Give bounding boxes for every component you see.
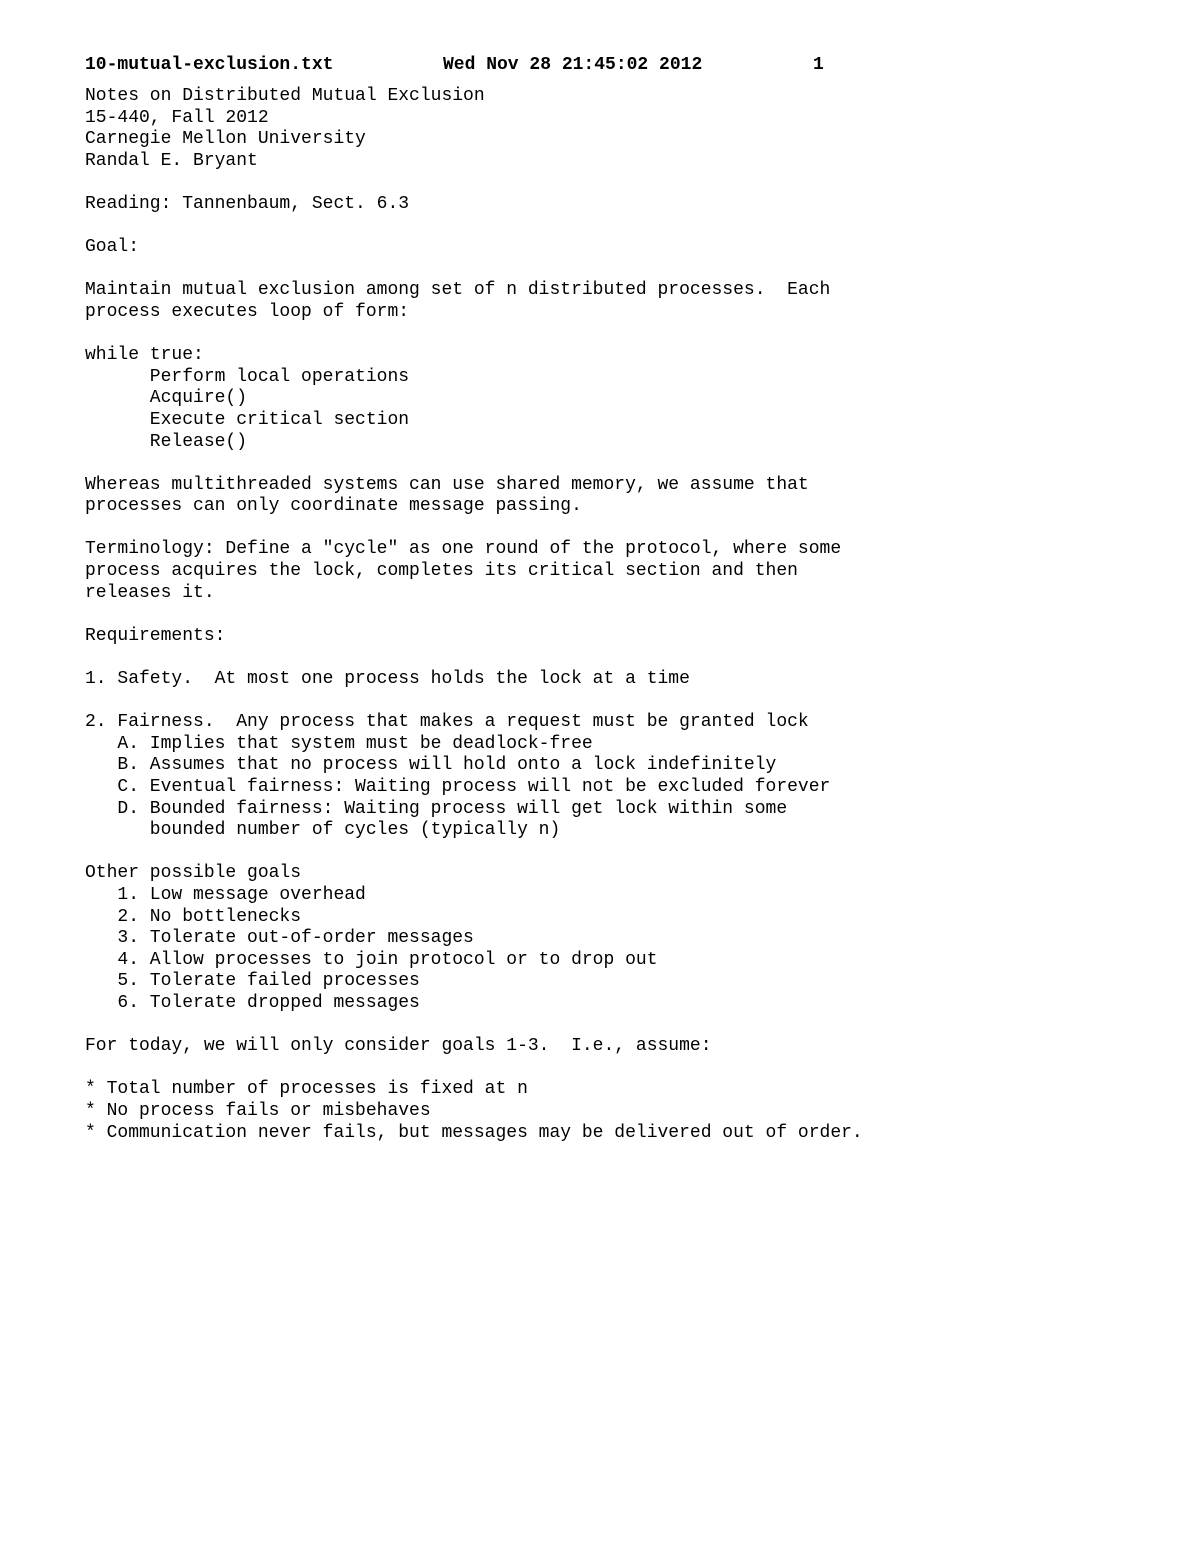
text-line: 5. Tolerate failed processes bbox=[85, 971, 420, 992]
text-line: 4. Allow processes to join protocol or to drop out bbox=[85, 949, 658, 970]
text-line: * Communication never fails, but messages may be delivered out of order. bbox=[85, 1122, 863, 1143]
header-page-number: 1 bbox=[813, 55, 824, 75]
text-line: Goal: bbox=[85, 237, 140, 258]
text-line bbox=[85, 216, 1165, 238]
text-line: Notes on Distributed Mutual Exclusion bbox=[85, 86, 485, 106]
text-line: 2. No bottlenecks bbox=[85, 906, 302, 927]
text-line bbox=[85, 604, 1165, 626]
text-line: * No process fails or misbehaves bbox=[85, 1100, 431, 1121]
text-line: Execute critical section bbox=[85, 409, 410, 430]
text-line: C. Eventual fairness: Waiting process will not be excluded forever bbox=[85, 777, 831, 797]
text-line: D. Bounded fairness: Waiting process will get lock within some bbox=[85, 798, 788, 819]
text-line: * Total number of processes is fixed at n bbox=[85, 1079, 528, 1100]
page-header bbox=[85, 54, 1165, 76]
text-line bbox=[85, 259, 1165, 281]
text-line bbox=[85, 842, 1165, 864]
text-line: Acquire() bbox=[85, 388, 248, 409]
text-line: process executes loop of form: bbox=[85, 301, 410, 322]
text-line: processes can only coordinate message passing. bbox=[85, 496, 582, 517]
text-line bbox=[85, 1058, 1165, 1080]
text-line: Other possible goals bbox=[85, 863, 302, 884]
text-line: For today, we will only consider goals 1-3. I.e., assume: bbox=[85, 1036, 712, 1057]
text-line: 1. Safety. At most one process holds the lock at a time bbox=[85, 669, 690, 690]
text-line bbox=[85, 172, 1165, 194]
text-line bbox=[85, 518, 1165, 540]
text-line: 6. Tolerate dropped messages bbox=[85, 992, 420, 1013]
text-line: 1. Low message overhead bbox=[85, 884, 366, 905]
header-filename: 10-mutual-exclusion.txt bbox=[85, 55, 334, 75]
text-line: Reading: Tannenbaum, Sect. 6.3 bbox=[85, 193, 410, 214]
text-line: while true: bbox=[85, 345, 204, 366]
text-line: 2. Fairness. Any process that makes a request must be granted lock bbox=[85, 712, 809, 733]
text-line: Terminology: Define a "cycle" as one round of the protocol, where some bbox=[85, 539, 842, 560]
text-line: Maintain mutual exclusion among set of n distributed processes. Each bbox=[85, 280, 831, 301]
text-line: 15-440, Fall 2012 bbox=[85, 107, 269, 128]
text-line: Release() bbox=[85, 431, 248, 452]
text-line: A. Implies that system must be deadlock-free bbox=[85, 733, 593, 754]
text-line: Whereas multithreaded systems can use shared memory, we assume that bbox=[85, 474, 809, 495]
text-line: B. Assumes that no process will hold onto a lock indefinitely bbox=[85, 755, 777, 776]
text-line: process acquires the lock, completes its critical section and then bbox=[85, 561, 798, 582]
text-line: 3. Tolerate out-of-order messages bbox=[85, 928, 474, 949]
text-line bbox=[85, 691, 1165, 713]
document-body bbox=[85, 86, 1165, 1144]
text-line bbox=[85, 324, 1165, 346]
text-line: releases it. bbox=[85, 582, 215, 603]
text-line: Randal E. Bryant bbox=[85, 150, 258, 171]
document-page bbox=[85, 54, 1165, 1144]
text-line: Carnegie Mellon University bbox=[85, 129, 366, 150]
text-line: bounded number of cycles (typically n) bbox=[85, 820, 561, 841]
text-line bbox=[85, 647, 1165, 669]
text-line: Perform local operations bbox=[85, 366, 410, 387]
text-line bbox=[85, 453, 1165, 475]
header-date: Wed Nov 28 21:45:02 2012 bbox=[443, 55, 703, 75]
text-line: Requirements: bbox=[85, 625, 226, 646]
text-line bbox=[85, 1015, 1165, 1037]
